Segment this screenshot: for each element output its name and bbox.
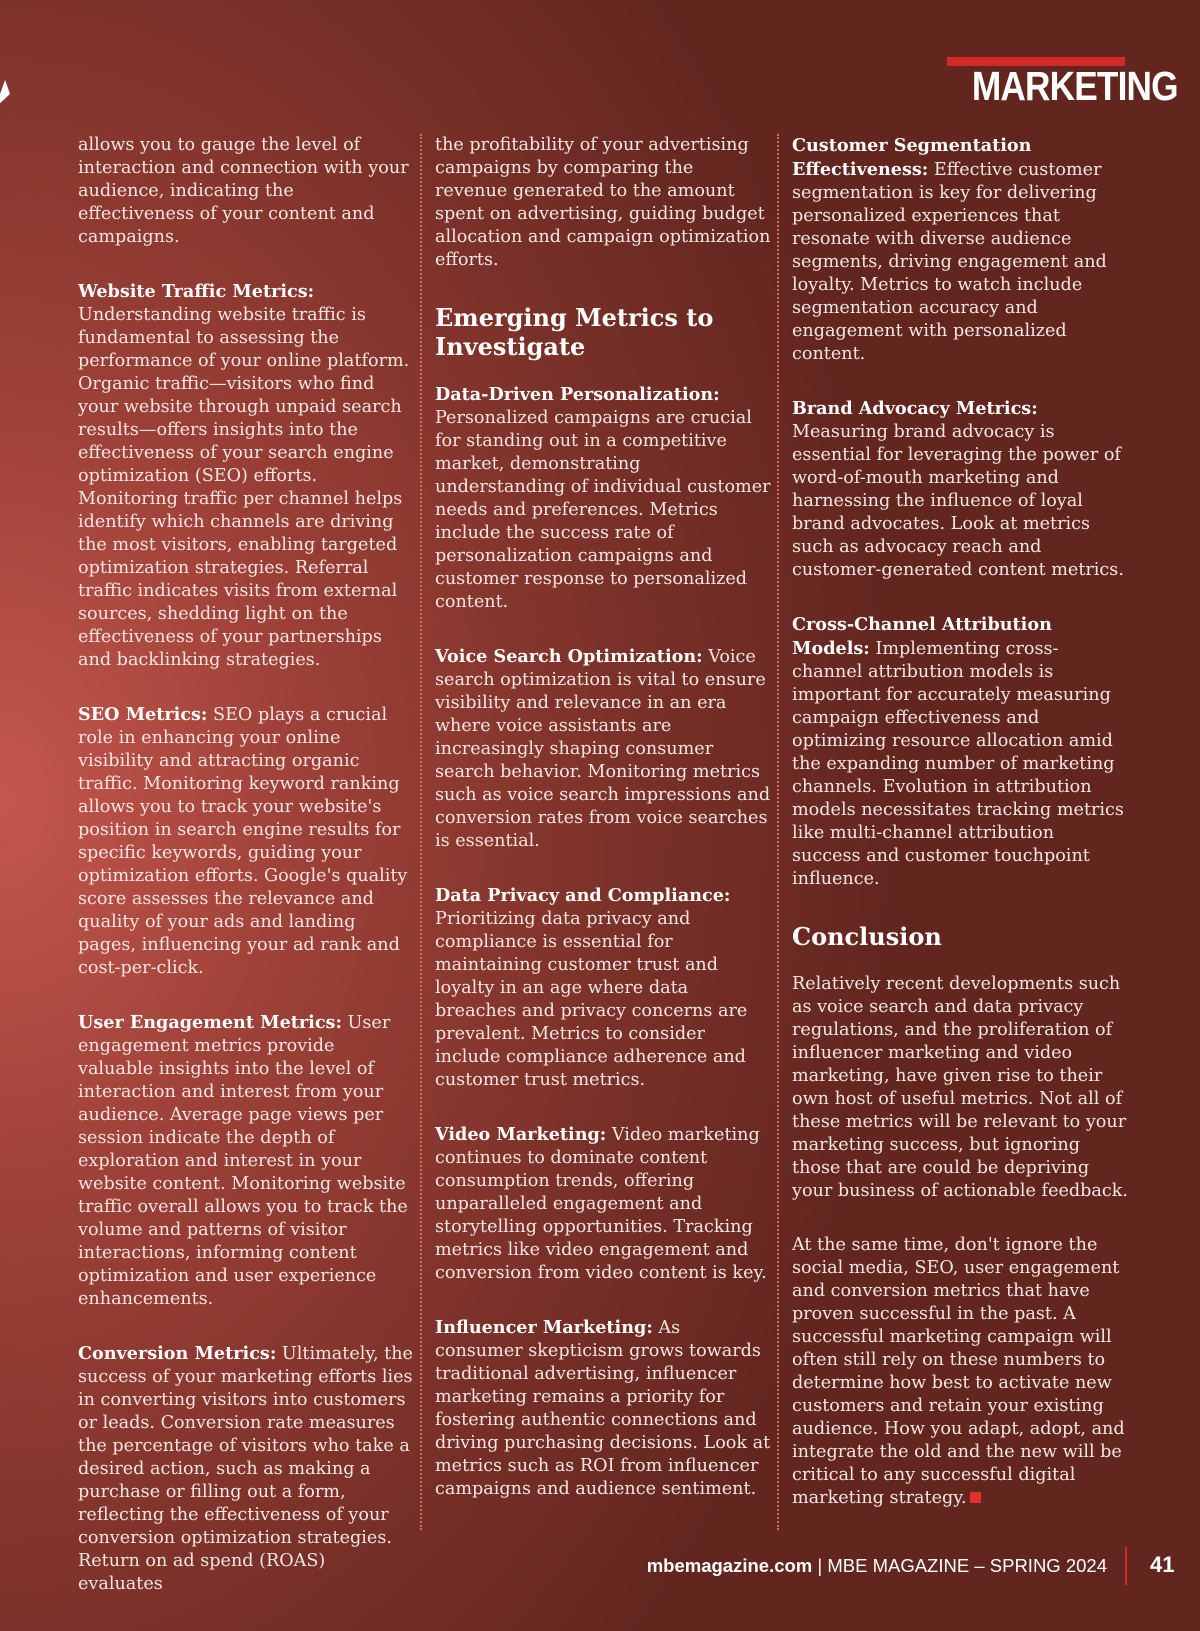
paragraph-lead-title: Data Privacy and Compliance: xyxy=(435,885,731,906)
paragraph-body: SEO plays a crucial role in enhancing your online visibility and attracting organic traffic. Monitoring keyword ranking allows you to track your website's position in search engine results for specific keywords, guiding your optimization efforts. Google's quality score assesses the relevance and quality of your ads and landing pages, influencing your ad rank and cost-per-click. xyxy=(78,705,408,978)
article-paragraph-with-lead xyxy=(435,884,771,1092)
article-paragraph-with-lead xyxy=(78,1342,414,1596)
paragraph-body: Video marketing continues to dominate content consumption trends, offering unparalleled engagement and storytelling opportunities. Tracking metrics like video engagement and conversion from video content is key. xyxy=(435,1125,767,1283)
paragraph-body: Implementing cross-channel attribution models is important for accurately measuring campaign effectiveness and optimizing resource allocation amid the expanding number of marketing channels. Evolution in attribution models necessitates tracking metrics like multi-channel attribution success and customer touchpoint influence. xyxy=(792,639,1124,889)
article-end-mark xyxy=(970,1492,981,1503)
page-footer xyxy=(647,1553,1107,1579)
text-column-2 xyxy=(435,134,771,1532)
paragraph-body: Prioritizing data privacy and compliance is essential for maintaining customer trust and loyalty in an age where data breaches and privacy concerns are prevalent. Metrics to consider include compliance adherence and customer trust metrics. xyxy=(435,909,748,1090)
paragraph-lead-title: Data-Driven Personalization: xyxy=(435,384,720,405)
article-paragraph-with-lead xyxy=(78,703,414,980)
paragraph-lead-title: User Engagement Metrics: xyxy=(78,1012,342,1033)
column-divider xyxy=(420,134,422,1530)
article-paragraph-with-lead xyxy=(78,280,414,672)
article-paragraph-with-lead xyxy=(435,1123,771,1285)
page-number: 41 xyxy=(1150,1552,1175,1577)
article-paragraph-with-lead xyxy=(792,134,1128,366)
paragraph-lead-title: Brand Advocacy Metrics: xyxy=(792,398,1038,419)
paragraph-lead-title: SEO Metrics: xyxy=(78,704,208,725)
article-paragraph-with-lead xyxy=(435,1316,771,1501)
paragraph-body: the profitability of your advertising campaigns by comparing the revenue generated to the amount spent on advertising, guiding budget allocation and campaign optimization efforts. xyxy=(435,135,771,270)
section-heading: Emerging Metrics to Investigate xyxy=(435,303,714,361)
paragraph-lead-title: Cross-Channel Attribution Models: xyxy=(792,614,1052,659)
paragraph-body: Voice search optimization is vital to ensure visibility and relevance in an era where voice assistants are increasingly shaping consumer search behavior. Monitoring metrics such as voice search impressions and conversion rates from voice searches is essential. xyxy=(435,647,771,851)
footer-issue: MBE MAGAZINE – SPRING 2024 xyxy=(827,1555,1107,1576)
column-divider xyxy=(777,134,779,1530)
paragraph-body: Relatively recent developments such as voice search and data privacy regulations, and the proliferation of influencer marketing and video marketing, have given rise to their own host of useful metrics. Not all of these metrics will be relevant to your marketing success, but ignoring those that are could be depriving your business of actionable feedback. xyxy=(792,974,1129,1201)
paragraph-body: Ultimately, the success of your marketing efforts lies in converting visitors into customers or leads. Conversion rate measures the percentage of visitors who take a desired action, such as making a purchase or filling out a form, reflecting the effectiveness of your conversion optimization strategies. Return on ad spend (ROAS) evaluates xyxy=(78,1344,413,1594)
text-column-3 xyxy=(792,134,1128,1541)
article-paragraph-with-lead xyxy=(792,613,1128,891)
paragraph-lead-title: Conversion Metrics: xyxy=(78,1343,277,1364)
paragraph-body: Effective customer segmentation is key for delivering personalized experiences that resonate with diverse audience segments, driving engagement and loyalty. Metrics to watch include segmentation accuracy and engagement with personalized content. xyxy=(792,160,1107,364)
footer-separator: | xyxy=(812,1555,828,1576)
article-paragraph xyxy=(792,973,1128,1203)
article-paragraph-with-lead xyxy=(435,383,771,614)
text-column-1 xyxy=(78,134,414,1627)
footer-divider xyxy=(1125,1547,1127,1585)
footer-site: mbemagazine.com xyxy=(646,1555,813,1576)
paragraph-lead-title: Influencer Marketing: xyxy=(435,1317,653,1338)
paragraph-body: As consumer skepticism grows towards traditional advertising, influencer marketing remains a priority for fostering authentic connections and driving purchasing decisions. Look at metrics such as ROI from influencer campaigns and audience sentiment. xyxy=(435,1318,771,1499)
article-paragraph xyxy=(435,134,771,272)
article-paragraph xyxy=(792,1234,1128,1510)
article-paragraph-with-lead xyxy=(792,397,1128,582)
paragraph-lead-title: Video Marketing: xyxy=(435,1124,607,1145)
paragraph-body: allows you to gauge the level of interaction and connection with your audience, indicating the effectiveness of your content and campaigns. xyxy=(78,135,409,247)
paragraph-body: User engagement metrics provide valuable insights into the level of interaction and interest from your audience. Average page views per session indicate the depth of exploration and interest in your website content. Monitoring website traffic overall allows you to track the volume and patterns of visitor interactions, informing content optimization and user experience enhancements. xyxy=(78,1013,408,1309)
page-corner-mark xyxy=(0,80,15,108)
paragraph-body: Personalized campaigns are crucial for standing out in a competitive market, demonstrating understanding of individual customer needs and preferences. Metrics include the success rate of personalization campaigns and customer response to personalized content. xyxy=(435,408,771,612)
section-label: MARKETING xyxy=(971,63,1178,109)
paragraph-body: At the same time, don't ignore the social media, SEO, user engagement and conversion metrics that have proven successful in the past. A successful marketing campaign will often still rely on these numbers to determine how best to activate new customers and retain your existing audience. How you adapt, adopt, and integrate the old and the new will be critical to any successful digital marketing strategy. xyxy=(792,1235,1125,1508)
paragraph-body: Understanding website traffic is fundamental to assessing the performance of your online platform. Organic traffic—visitors who find your website through unpaid search results—offers insights into the effectiveness of your search engine optimization (SEO) efforts. Monitoring traffic per channel helps identify which channels are driving the most visitors, enabling targeted optimization strategies. Referral traffic indicates visits from external sources, shedding light on the effectiveness of your partnerships and backlinking strategies. xyxy=(78,305,410,670)
paragraph-lead-title: Voice Search Optimization: xyxy=(435,646,703,667)
article-paragraph-with-lead xyxy=(78,1011,414,1311)
article-paragraph xyxy=(78,134,414,249)
paragraph-body: Measuring brand advocacy is essential for leveraging the power of word-of-mouth marketing and harnessing the influence of loyal brand advocates. Look at metrics such as advocacy reach and customer-generated content metrics. xyxy=(792,422,1124,580)
paragraph-lead-title: Customer Segmentation Effectiveness: xyxy=(792,135,1032,180)
article-paragraph-with-lead xyxy=(435,645,771,853)
paragraph-lead-title: Website Traffic Metrics: xyxy=(78,281,315,302)
section-heading: Conclusion xyxy=(792,922,942,951)
